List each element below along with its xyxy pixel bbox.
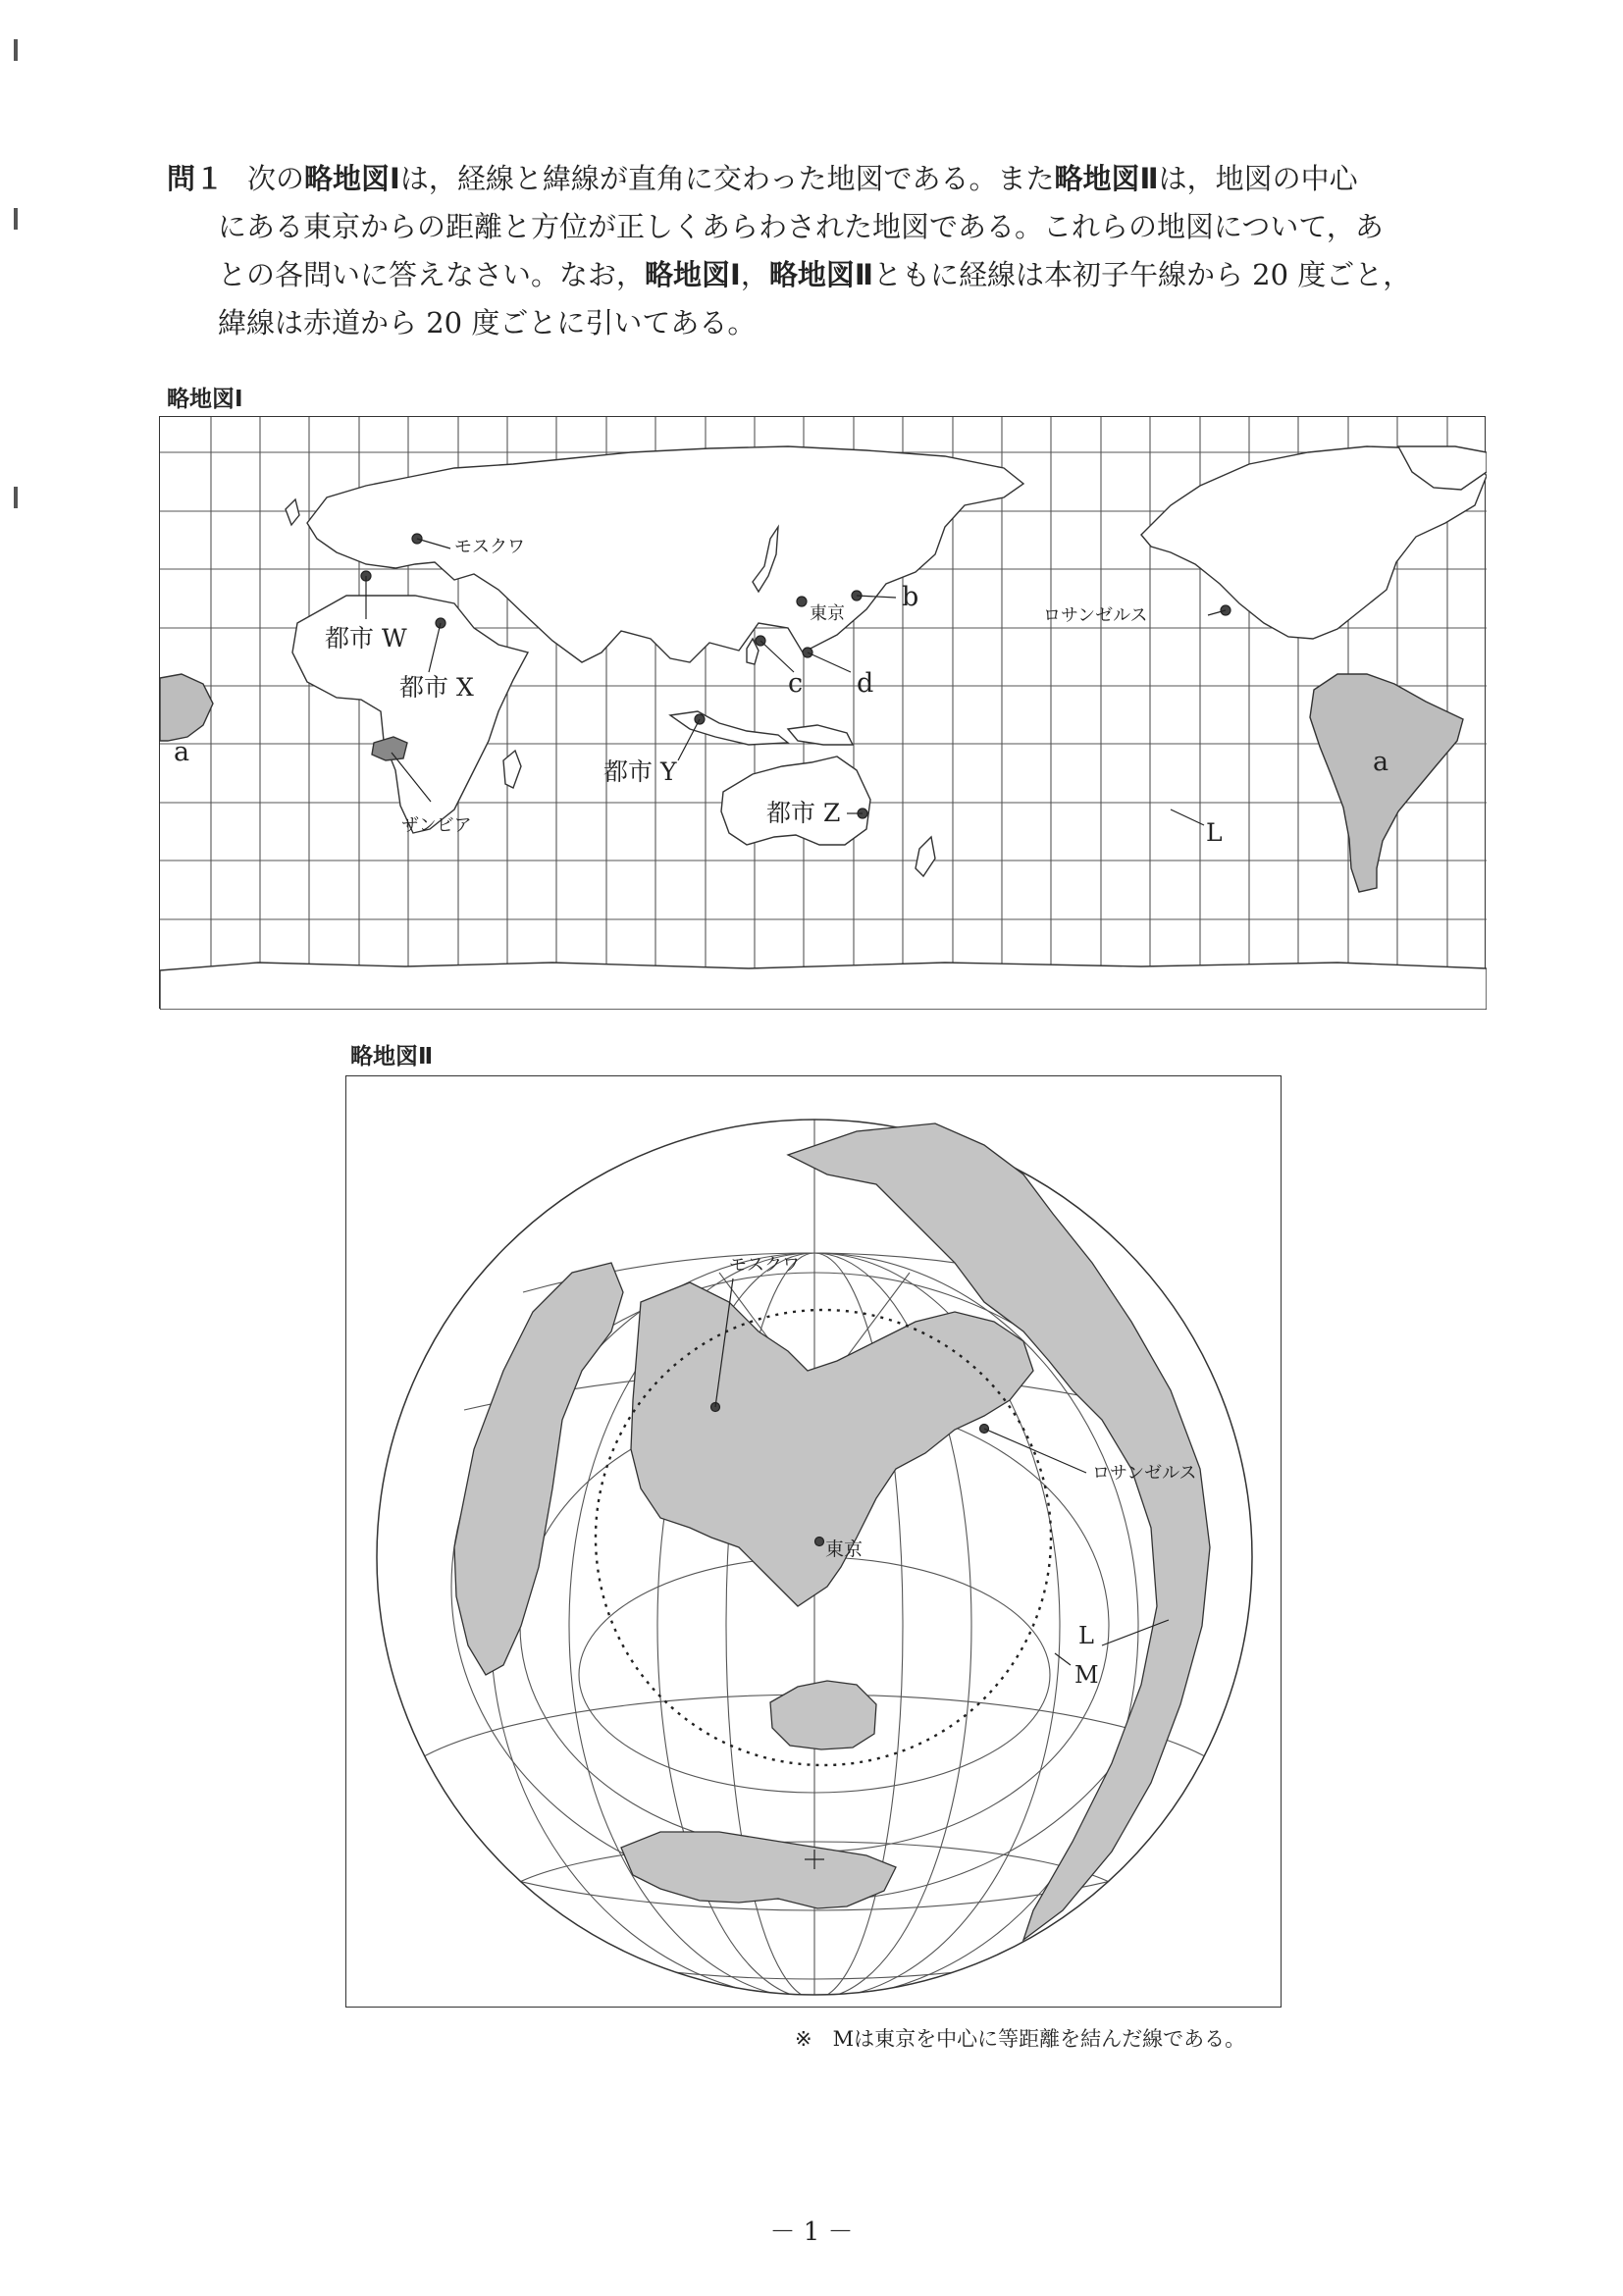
zambia-shape	[372, 737, 407, 760]
map2-label-m: M	[1074, 1661, 1099, 1689]
label-l: L	[1206, 818, 1223, 847]
label-city-z: 都市 Z	[766, 799, 841, 827]
question-line-1: 問１ 次の略地図Ⅰは，経線と緯線が直角に交わった地図である。また略地図Ⅱは，地図の中心	[167, 162, 1358, 195]
antarctica-shape	[160, 963, 1487, 1010]
madagascar-shape	[503, 751, 521, 788]
question-number: 問１	[167, 162, 225, 195]
margin-mark	[14, 39, 18, 61]
label-city-y: 都市 Y	[603, 757, 677, 786]
label-zambia: ザンビア	[401, 815, 472, 836]
new-zealand-shape	[916, 837, 935, 876]
question-line-2: にある東京からの距離と方位が正しくあらわされた地図である。これらの地図について，あ	[218, 210, 1384, 243]
label-los-angeles: ロサンゼルス	[1043, 605, 1148, 626]
map2-label-los-angeles: ロサンゼルス	[1092, 1463, 1197, 1484]
map1-frame	[159, 416, 1486, 1009]
indonesia-shape	[670, 711, 788, 745]
new-guinea-shape	[788, 725, 853, 745]
label-a-left: a	[174, 737, 190, 767]
page-number: － 1 －	[769, 2218, 854, 2247]
label-city-x: 都市 X	[399, 673, 474, 702]
map2-label-moscow: モスクワ	[729, 1255, 800, 1276]
map1-svg	[160, 417, 1487, 1010]
south-america-left-shape	[160, 674, 213, 741]
label-tokyo: 東京	[810, 603, 845, 624]
antarctica-map2-shape	[621, 1832, 896, 1908]
l-leader	[1171, 809, 1204, 825]
map2-label-tokyo: 東京	[825, 1539, 864, 1560]
map1-title: 略地図Ⅰ	[167, 387, 243, 412]
question-line-4: 緯線は赤道から 20 度ごとに引いてある。	[218, 306, 757, 339]
label-d: d	[857, 668, 874, 699]
label-moscow: モスクワ	[454, 537, 525, 557]
map2-svg	[346, 1076, 1283, 2009]
label-b: b	[902, 582, 919, 612]
south-america-shape	[1310, 674, 1463, 892]
label-a-right: a	[1373, 747, 1389, 777]
d-leader	[808, 652, 851, 672]
uk-shape	[286, 499, 299, 525]
map2-m-leader	[1055, 1653, 1071, 1665]
map2-tokyo-dot	[815, 1538, 824, 1546]
map2-label-l: L	[1078, 1622, 1094, 1649]
tokyo-dot	[797, 597, 807, 606]
australia-map2-shape	[770, 1681, 876, 1749]
label-city-w: 都市 W	[325, 624, 407, 652]
question-line-3: との各問いに答えなさい。なお，略地図Ⅰ，略地図Ⅱともに経線は本初子午線から 20 度ごと，	[218, 258, 1412, 291]
label-c: c	[788, 668, 804, 699]
map2-note: ※ Mは東京を中心に等距離を結んだ線である。	[795, 2027, 1246, 2051]
question-text	[167, 155, 1482, 347]
margin-mark	[14, 487, 18, 508]
map2-title: 略地図Ⅱ	[350, 1044, 434, 1070]
margin-mark	[14, 208, 18, 230]
africa-arc-shape	[454, 1263, 623, 1675]
map2-frame	[345, 1075, 1282, 2008]
